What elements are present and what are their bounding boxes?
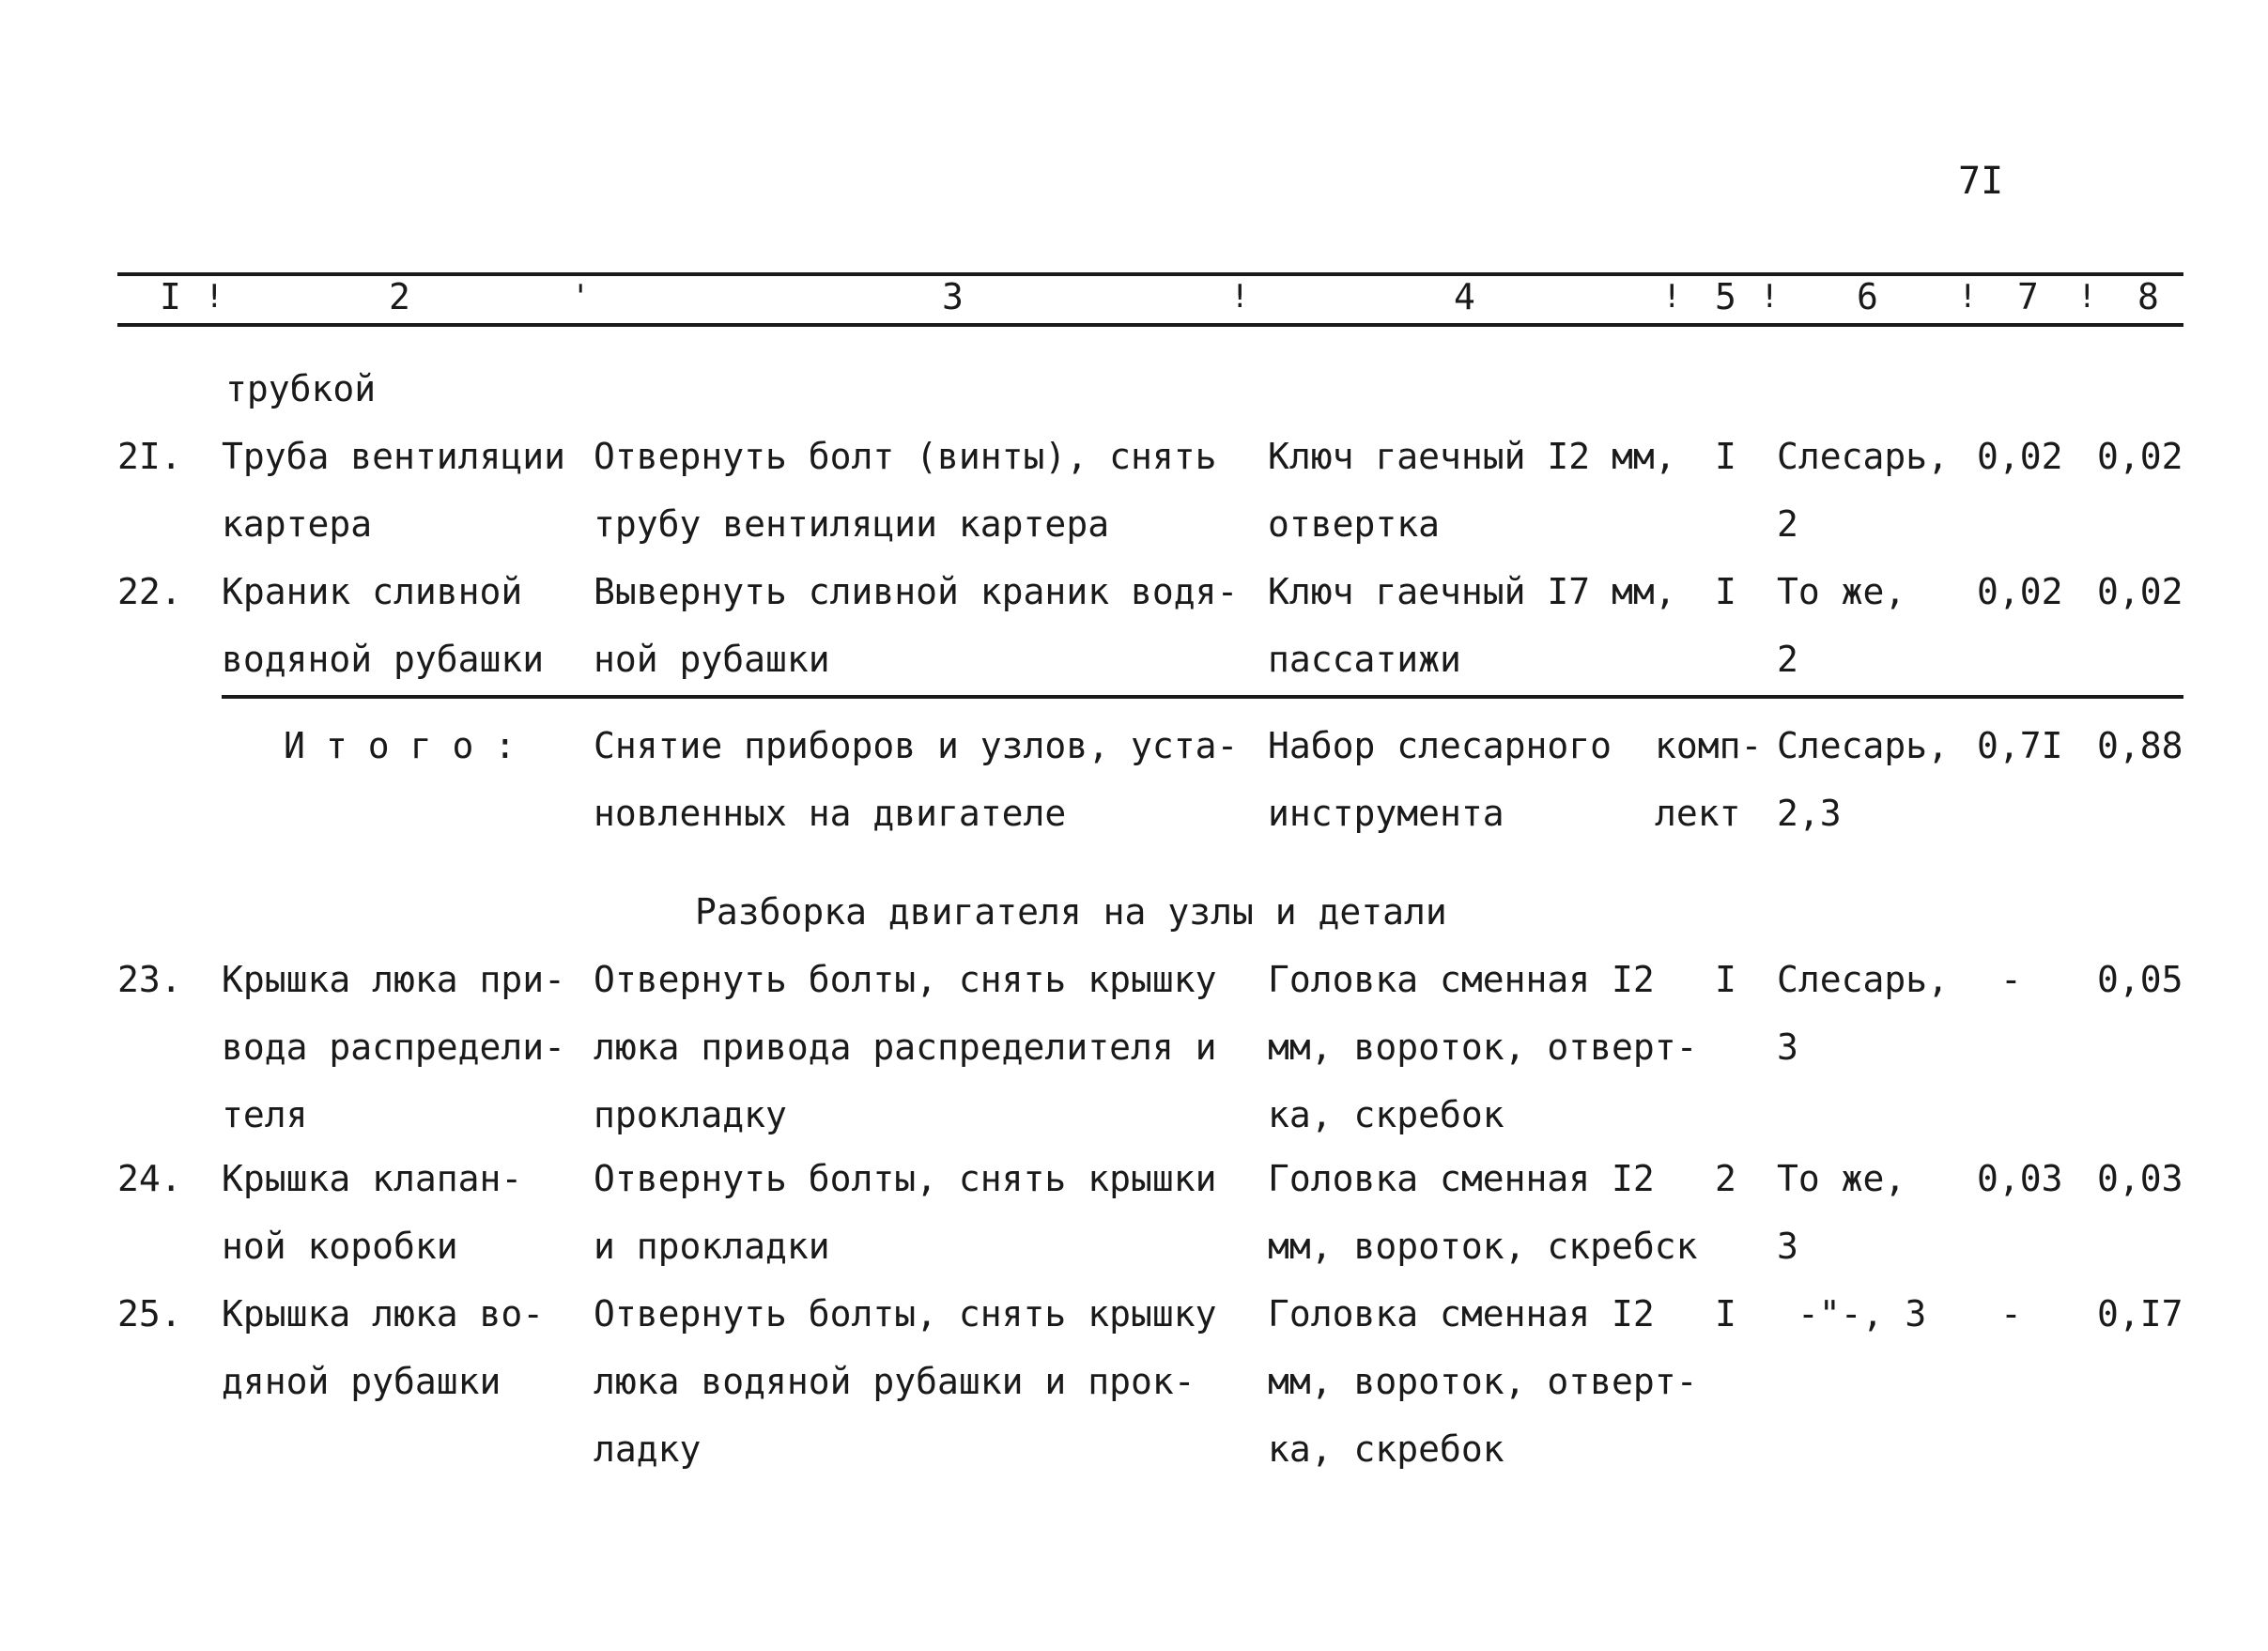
header-separator: !: [1958, 278, 1978, 316]
header-col-2: 2: [389, 276, 410, 317]
total-value-col8: 0,88: [2097, 725, 2183, 766]
row-tool-line: Головка сменная I2: [1268, 1293, 1655, 1335]
row-action-line: Отвернуть болты, снять крышку: [594, 1293, 1217, 1335]
row-quantity: I: [1715, 1293, 1736, 1335]
header-col-4: 4: [1454, 276, 1475, 317]
row-tool-line: Ключ гаечный I2 мм,: [1268, 436, 1676, 477]
header-col-5: 5: [1715, 276, 1736, 317]
row-value-col7: 0,02: [1977, 571, 2063, 612]
total-worker-line: 2,3: [1777, 793, 1842, 834]
total-quantity-line: лект: [1655, 793, 1741, 834]
row-tool-line: мм, вороток, скребск: [1268, 1226, 1698, 1267]
row-name-line: картера: [222, 503, 373, 545]
header-col-6: 6: [1857, 276, 1878, 317]
row-name-line: водяной рубашки: [222, 639, 545, 680]
row-name-line: теля: [222, 1094, 308, 1135]
page-number: 7I: [1958, 160, 2004, 203]
row-number: 2I.: [117, 436, 182, 477]
row-action-line: Отвернуть болты, снять крышку: [594, 959, 1217, 1000]
header-col-8: 8: [2137, 276, 2159, 317]
row-name-line: ной коробки: [222, 1226, 458, 1267]
row-worker-line: То же,: [1777, 1158, 1906, 1199]
row-name-line: Крышка люка во-: [222, 1293, 545, 1335]
row-quantity: I: [1715, 571, 1736, 612]
row-tool-line: пассатижи: [1268, 639, 1461, 680]
row-tool-line: Головка сменная I2: [1268, 1158, 1655, 1199]
row-value-col7: 0,03: [1977, 1158, 2063, 1199]
total-action-line: Снятие приборов и узлов, уста-: [594, 725, 1239, 766]
row-worker-line: Слесарь,: [1777, 959, 1950, 1000]
header-separator: ': [571, 278, 591, 316]
row-worker-line: 2: [1777, 639, 1798, 680]
row-value-col8: 0,I7: [2097, 1293, 2183, 1335]
row-value-col8: 0,02: [2097, 436, 2183, 477]
section-title: Разборка двигателя на узлы и детали: [695, 891, 1447, 933]
row-value-col8: 0,02: [2097, 571, 2183, 612]
header-separator: !: [2077, 278, 2097, 316]
total-tool-line: Набор слесарного: [1268, 725, 1612, 766]
total-rule: [222, 695, 2183, 699]
row-action-line: ладку: [594, 1428, 702, 1470]
row-tool-line: мм, вороток, отверт-: [1268, 1361, 1698, 1402]
total-quantity-line: комп-: [1655, 725, 1763, 766]
row-tool-line: Ключ гаечный I7 мм,: [1268, 571, 1676, 612]
row-action-line: и прокладки: [594, 1226, 830, 1267]
row-name-line: Крышка клапан-: [222, 1158, 523, 1199]
header-bottom-rule: [117, 323, 2183, 327]
row-name-line: трубкой: [225, 368, 377, 409]
row-action-line: прокладку: [594, 1094, 787, 1135]
header-col-1: I: [160, 276, 181, 317]
total-tool-line: инструмента: [1268, 793, 1504, 834]
row-name-line: Труба вентиляции: [222, 436, 566, 477]
row-number: 25.: [117, 1293, 182, 1335]
row-tool-line: отвертка: [1268, 503, 1441, 545]
header-col-7: 7: [2017, 276, 2039, 317]
total-value-col7: 0,7I: [1977, 725, 2063, 766]
row-number: 24.: [117, 1158, 182, 1199]
row-quantity: I: [1715, 436, 1736, 477]
row-tool-line: ка, скребок: [1268, 1094, 1504, 1135]
row-action-line: Отвернуть болты, снять крышки: [594, 1158, 1217, 1199]
header-separator: !: [1230, 278, 1250, 316]
row-action-line: трубу вентиляции картера: [594, 503, 1110, 545]
header-separator: !: [205, 278, 224, 316]
row-worker-line: 3: [1777, 1026, 1798, 1068]
row-tool-line: ка, скребок: [1268, 1428, 1504, 1470]
row-action-line: Отвернуть болт (винты), снять: [594, 436, 1217, 477]
header-separator: !: [1760, 278, 1780, 316]
row-value-col7: -: [2000, 959, 2022, 1000]
row-value-col7: 0,02: [1977, 436, 2063, 477]
row-action-line: Вывернуть сливной краник водя-: [594, 571, 1239, 612]
row-number: 22.: [117, 571, 182, 612]
row-tool-line: мм, вороток, отверт-: [1268, 1026, 1698, 1068]
row-name-line: дяной рубашки: [222, 1361, 501, 1402]
row-name-line: Крышка люка при-: [222, 959, 566, 1000]
row-number: 23.: [117, 959, 182, 1000]
row-name-line: Краник сливной: [222, 571, 523, 612]
row-worker-line: -"-, 3: [1797, 1293, 1927, 1335]
header-separator: !: [1662, 278, 1682, 316]
total-label: Итого:: [284, 725, 537, 766]
row-worker-line: То же,: [1777, 571, 1906, 612]
row-value-col8: 0,03: [2097, 1158, 2183, 1199]
row-value-col7: -: [2000, 1293, 2022, 1335]
row-tool-line: Головка сменная I2: [1268, 959, 1655, 1000]
row-action-line: люка привода распределителя и: [594, 1026, 1217, 1068]
row-worker-line: 2: [1777, 503, 1798, 545]
row-worker-line: 3: [1777, 1226, 1798, 1267]
header-col-3: 3: [942, 276, 964, 317]
row-value-col8: 0,05: [2097, 959, 2183, 1000]
total-action-line: новленных на двигателе: [594, 793, 1067, 834]
total-worker-line: Слесарь,: [1777, 725, 1950, 766]
row-action-line: ной рубашки: [594, 639, 830, 680]
row-action-line: люка водяной рубашки и прок-: [594, 1361, 1196, 1402]
row-name-line: вода распредели-: [222, 1026, 566, 1068]
row-quantity: I: [1715, 959, 1736, 1000]
row-quantity: 2: [1715, 1158, 1736, 1199]
row-worker-line: Слесарь,: [1777, 436, 1950, 477]
